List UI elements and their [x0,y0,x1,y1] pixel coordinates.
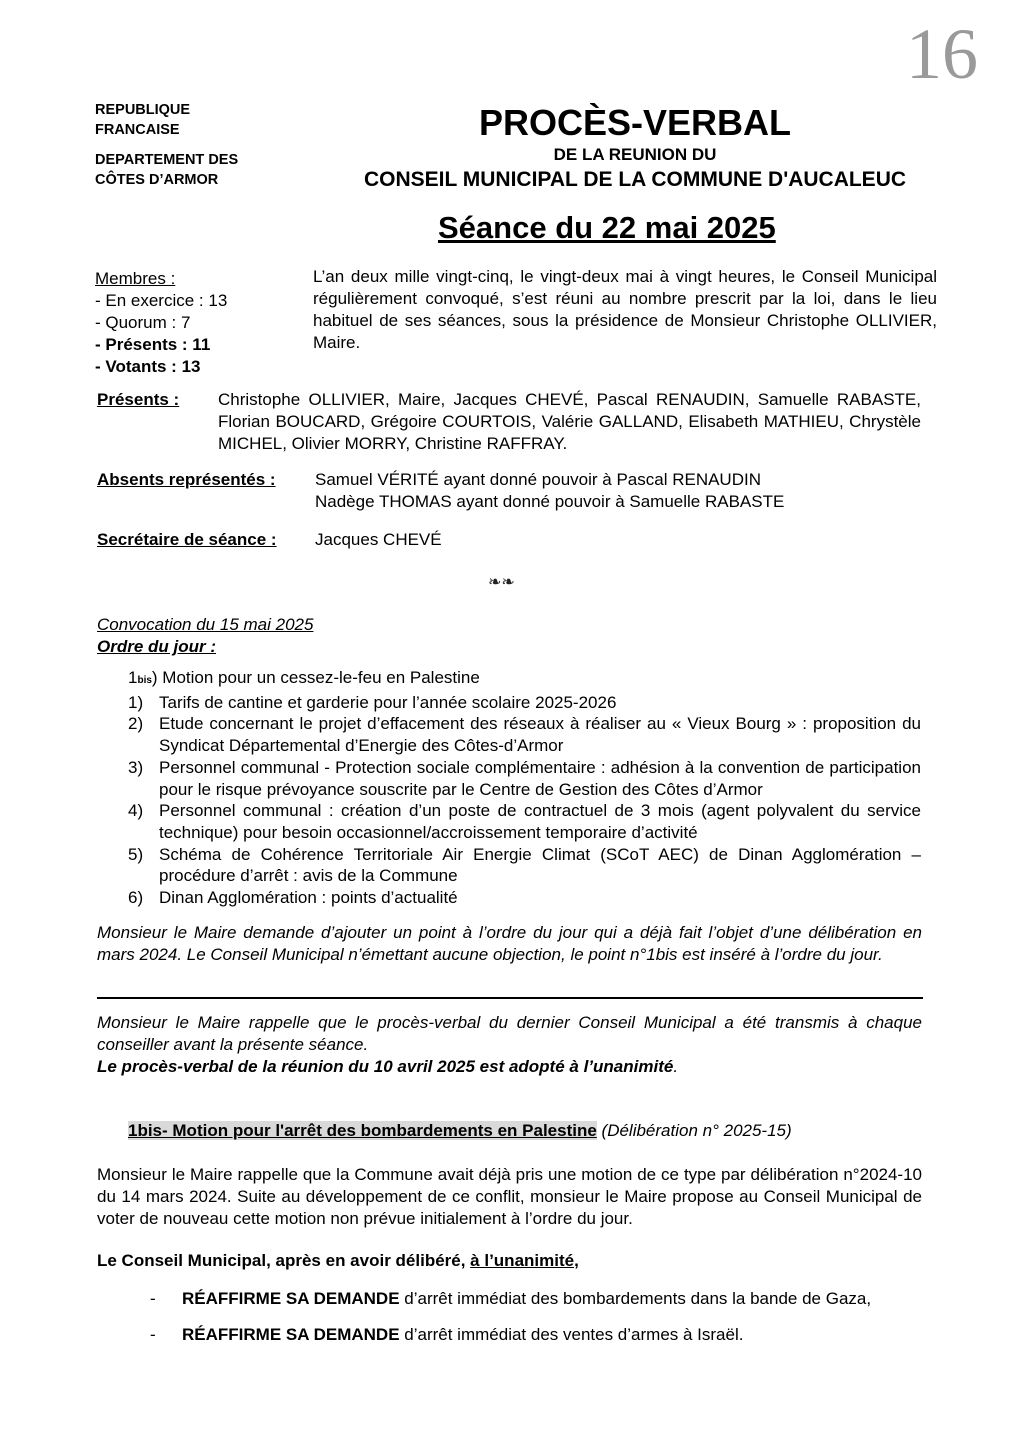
agenda-item [128,800,921,843]
agenda-item [128,713,921,756]
agenda-item-number: 3) [128,757,144,777]
horizontal-rule [97,997,923,999]
agenda-item-text: Etude concernant le projet d’effacement des réseaux à réaliser au « Vieux Bourg » : proposition du Syndicat Départemental d’Energie des Côtes-d’Armor [159,714,921,756]
header-republic-line2: FRANCAISE [95,122,180,138]
agenda-addition-note: Monsieur le Maire demande d’ajouter un point à l’ordre du jour qui a déjà fait l’objet d’une délibération en mars 2024. Le Conseil Municipal n’émettant aucune objection, le point n°1bis est inséré à l’ordre du jour. [97,923,922,964]
absent-proxy-1: Samuel VÉRITÉ ayant donné pouvoir à Pascal RENAUDIN [315,470,761,489]
bullet-bold: RÉAFFIRME SA DEMANDE [182,1325,400,1344]
agenda-item-1bis [128,667,921,692]
agenda-bis-number: 1 [128,668,138,687]
presents-label: Présents : [97,390,180,409]
agenda-item-number: 6) [128,888,144,908]
previous-minutes-text: Monsieur le Maire rappelle que le procès-verbal du dernier Conseil Municipal a été transmis à chaque conseiller avant la présente séance. [97,1013,922,1054]
bullet-text: d’arrêt immédiat des ventes d’armes à Israël. [399,1325,744,1344]
section-deliberation: (Délibération n° 2025-15) [596,1121,792,1140]
agenda-item [128,844,921,887]
members-quorum: - Quorum : 7 [95,313,191,332]
members-presents: - Présents : 11 [95,335,211,354]
document-subtitle: DE LA REUNION DU [553,145,717,164]
agenda-item [128,692,921,714]
agenda-list [128,667,921,909]
agenda-item-text: Personnel communal - Protection sociale complémentaire : adhésion à la convention de participation pour le risque prévoyance souscrite par le Centre de Gestion des Côtes d’Armor [159,757,921,799]
agenda-heading: Ordre du jour : [97,637,216,656]
agenda-bis-text: ) Motion pour un cessez-le-feu en Palestine [151,668,480,687]
council-decision-prefix: Le Conseil Municipal, après en avoir délibéré, [97,1251,471,1270]
agenda-item-text: Tarifs de cantine et garderie pour l’année scolaire 2025-2026 [159,692,617,712]
bullet-dash: - [150,1325,156,1344]
presents-list: Christophe OLLIVIER, Maire, Jacques CHEVÉ, Pascal RENAUDIN, Samuelle RABASTE, Florian BOUCARD, Grégoire COURTOIS, Valérie GALLAND, Elisabeth MATHIEU, Chrystèle MICHEL, Olivier MORRY, Christine RAFFRAY. [218,390,921,453]
members-votants: - Votants : 13 [95,357,201,376]
secretary-name: Jacques CHEVÉ [315,530,442,549]
council-name: CONSEIL MUNICIPAL DE LA COMMUNE D'AUCALEUC [363,168,907,191]
session-date: Séance du 22 mai 2025 [438,210,776,245]
members-summary [95,268,227,378]
section-paragraph: Monsieur le Maire rappelle que la Commune avait déjà pris une motion de ce type par délibération n°2024-10 du 14 mars 2024. Suite au développement de ce conflit, monsieur le Maire propose au Conseil Municipal de voter de nouveau cette motion non prévue initialement à l’ordre du jour. [97,1165,922,1228]
agenda-item-text: Personnel communal : création d’un poste de contractuel de 3 mois (agent polyvalent du service technique) pour besoin occasionnel/accroissement temporaire d’activité [159,801,921,842]
members-heading: Membres : [95,269,176,288]
decision-bullet [150,1324,743,1346]
previous-minutes-adopted: Le procès-verbal de la réunion du 10 avril 2025 est adopté à l’unanimité [97,1057,674,1076]
bullet-dash: - [150,1289,156,1308]
document-title: PROCÈS-VERBAL [478,102,792,143]
title-block [300,102,970,194]
agenda-item-text: Schéma de Cohérence Territoriale Air Energie Climat (SCoT AEC) de Dinan Agglomération – procédure d’arrêt : avis de la Commune [159,844,921,886]
intro-paragraph: L’an deux mille vingt-cinq, le vingt-deux mai à vingt heures, le Conseil Municipal régulièrement convoqué, s’est réuni au nombre prescrit par la loi, dans le lieu habituel de ses séances, sous la présidence de Monsieur Christophe OLLIVIER, Maire. [313,267,937,352]
ornament-divider-icon: ❧❧ [488,574,515,591]
bullet-bold: RÉAFFIRME SA DEMANDE [182,1289,400,1308]
header-republic-line1: REPUBLIQUE [95,102,191,118]
absents-label: Absents représentés : [97,470,276,489]
decision-bullet [150,1288,871,1310]
header-department [95,150,238,190]
council-decision-unanimity: à l’unanimité, [470,1251,579,1270]
agenda-item [128,887,921,909]
members-exercice: - En exercice : 13 [95,291,228,310]
council-decision [97,1250,579,1272]
header-department-line1: DEPARTEMENT DES [95,152,239,168]
agenda-item-number: 1) [128,692,144,712]
header-department-line2: CÔTES D’ARMOR [95,172,219,188]
agenda-item-number: 5) [128,844,144,864]
section-title: 1bis- Motion pour l'arrêt des bombardements en Palestine [128,1121,597,1140]
page-number: 16 [906,14,978,94]
absent-proxy-2: Nadège THOMAS ayant donné pouvoir à Samuelle RABASTE [315,492,785,511]
bullet-text: d’arrêt immédiat des bombardements dans la bande de Gaza, [399,1289,872,1308]
previous-minutes-note [97,1012,922,1078]
previous-minutes-period: . [673,1057,679,1076]
agenda-item [128,757,921,800]
agenda-bis-suffix: bis [137,675,152,686]
convocation-date: Convocation du 15 mai 2025 [97,615,314,634]
agenda-item-text: Dinan Agglomération : points d’actualité [159,888,458,908]
agenda-item-number: 4) [128,801,144,821]
agenda-item-number: 2) [128,714,144,734]
header-republic [95,100,190,140]
secretary-label: Secrétaire de séance : [97,530,277,549]
absents-list [315,469,921,513]
section-1bis-heading [128,1120,792,1142]
